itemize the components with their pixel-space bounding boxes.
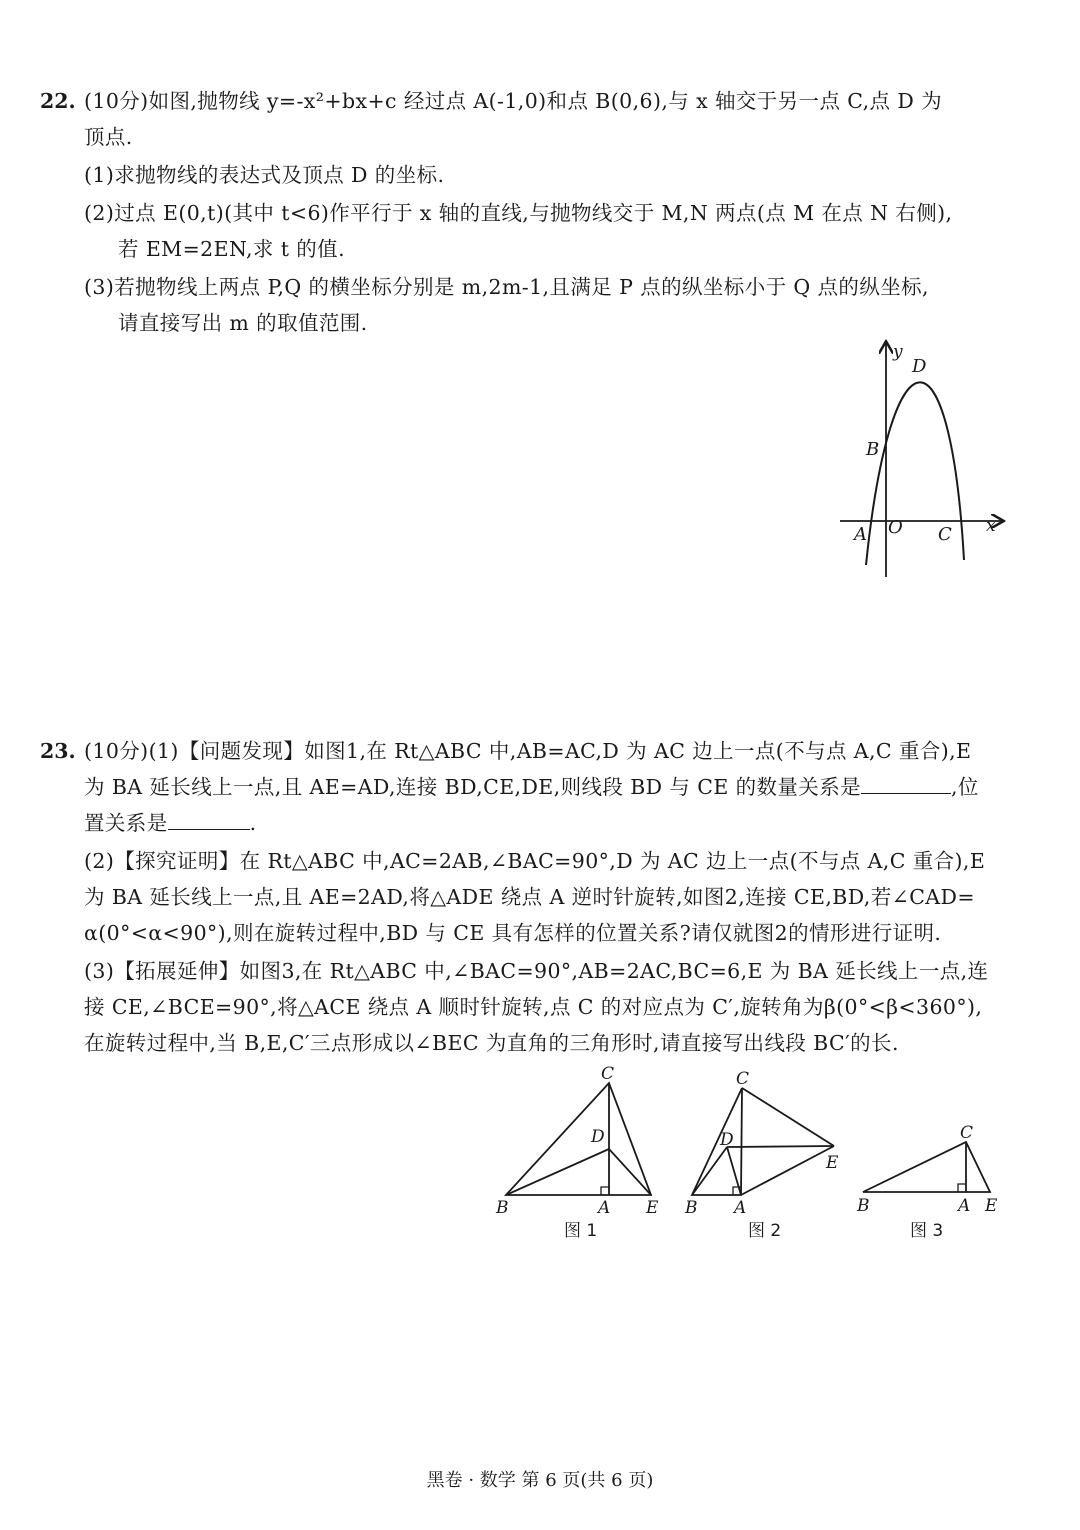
q22-stem-line1: (10分)如图,抛物线 y=-x²+bx+c 经过点 A(-1,0)和点 B(0,6),与 x 轴交于另一点 C,点 D 为 [84, 89, 943, 113]
fig3-label-e: E [985, 1196, 998, 1216]
fig1-label-a: A [598, 1198, 611, 1218]
fig2-label-b: B [685, 1198, 698, 1218]
q22-parabola-figure [830, 335, 1010, 585]
fig1-caption: 图 1 [564, 1221, 598, 1241]
fig2-label-c: C [736, 1069, 750, 1089]
q23-part2-line2: 为 BA 延长线上一点,且 AE=2AD,将△ADE 绕点 A 逆时针旋转,如图2,连接 CE,BD,若∠CAD= [84, 885, 975, 909]
q23-part3-line1: (3)【拓展延伸】如图3,在 Rt△ABC 中,∠BAC=90°,AB=2AC,BC=6,E 为 BA 延长线上一点,连 [84, 959, 989, 983]
label-b: B [866, 439, 880, 460]
page-footer: 黑卷 · 数学 第 6 页(共 6 页) [426, 1470, 654, 1491]
q22-stem-line2: 顶点. [84, 125, 133, 149]
fig3-caption: 图 3 [910, 1221, 944, 1241]
label-c: C [938, 524, 952, 545]
q23-part1-line2-text: 为 BA 延长线上一点,且 AE=AD,连接 BD,CE,DE,则线段 BD 与 CE 的数量关系是 [84, 775, 862, 799]
fig2-caption: 图 2 [748, 1221, 782, 1241]
fig1-label-b: B [496, 1198, 509, 1218]
q23-number: 23. [40, 739, 76, 763]
fig1-label-e: E [646, 1198, 659, 1218]
figure-2 [684, 1069, 839, 1241]
q23-figures [480, 1060, 1020, 1250]
label-x: x [986, 516, 996, 536]
q23-part3-line3: 在旋转过程中,当 B,E,C′三点形成以∠BEC 为直角的三角形时,请直接写出线段 BC′的长. [84, 1031, 899, 1055]
q22-part3-line1: (3)若抛物线上两点 P,Q 的横坐标分别是 m,2m-1,且满足 P 点的纵坐标小于 Q 点的纵坐标, [84, 275, 929, 299]
fig1-label-c: C [601, 1064, 615, 1084]
figure-3 [856, 1123, 998, 1241]
label-o: O [888, 517, 903, 538]
q23-part2-line3: α(0°<α<90°),则在旋转过程中,BD 与 CE 具有怎样的位置关系?请仅就图2的情形进行证明. [84, 921, 942, 945]
q23-part2-line1: (2)【探究证明】在 Rt△ABC 中,AC=2AB,∠BAC=90°,D 为 AC 边上一点(不与点 A,C 重合),E [84, 849, 986, 873]
q22-number: 22. [40, 89, 76, 113]
quantity-relation-blank [861, 775, 951, 794]
q23-part1-line2-end: ,位 [951, 775, 979, 799]
q23-part1-line3-end: . [249, 811, 257, 835]
fig2-label-e: E [826, 1153, 839, 1173]
q23-part1-line3-text: 置关系是 [84, 811, 168, 835]
q23-part1-line2 [84, 772, 979, 802]
label-a: A [854, 524, 867, 545]
fig1-label-d: D [591, 1127, 605, 1147]
position-relation-blank [168, 811, 250, 830]
q22-part2-line2: 若 EM=2EN,求 t 的值. [118, 237, 345, 261]
fig2-label-d: D [720, 1130, 734, 1150]
fig3-label-c: C [960, 1123, 974, 1143]
fig3-label-b: B [857, 1196, 870, 1216]
label-d: D [912, 356, 927, 377]
label-y: y [893, 342, 903, 362]
q22-part1: (1)求抛物线的表达式及顶点 D 的坐标. [84, 163, 445, 187]
q23-part1-line1: (10分)(1)【问题发现】如图1,在 Rt△ABC 中,AB=AC,D 为 AC 边上一点(不与点 A,C 重合),E [84, 739, 972, 763]
q23-part3-line2: 接 CE,∠BCE=90°,将△ACE 绕点 A 顺时针旋转,点 C 的对应点为 C′,旋转角为β(0°<β<360°), [84, 995, 983, 1019]
fig3-label-a: A [958, 1196, 971, 1216]
q23-part1-line3 [84, 808, 257, 838]
fig2-label-a: A [734, 1198, 747, 1218]
q22-part3-line2: 请直接写出 m 的取值范围. [118, 311, 368, 335]
q22-part2-line1: (2)过点 E(0,t)(其中 t<6)作平行于 x 轴的直线,与抛物线交于 M,N 两点(点 M 在点 N 右侧), [84, 201, 953, 225]
figure-1 [495, 1064, 659, 1241]
